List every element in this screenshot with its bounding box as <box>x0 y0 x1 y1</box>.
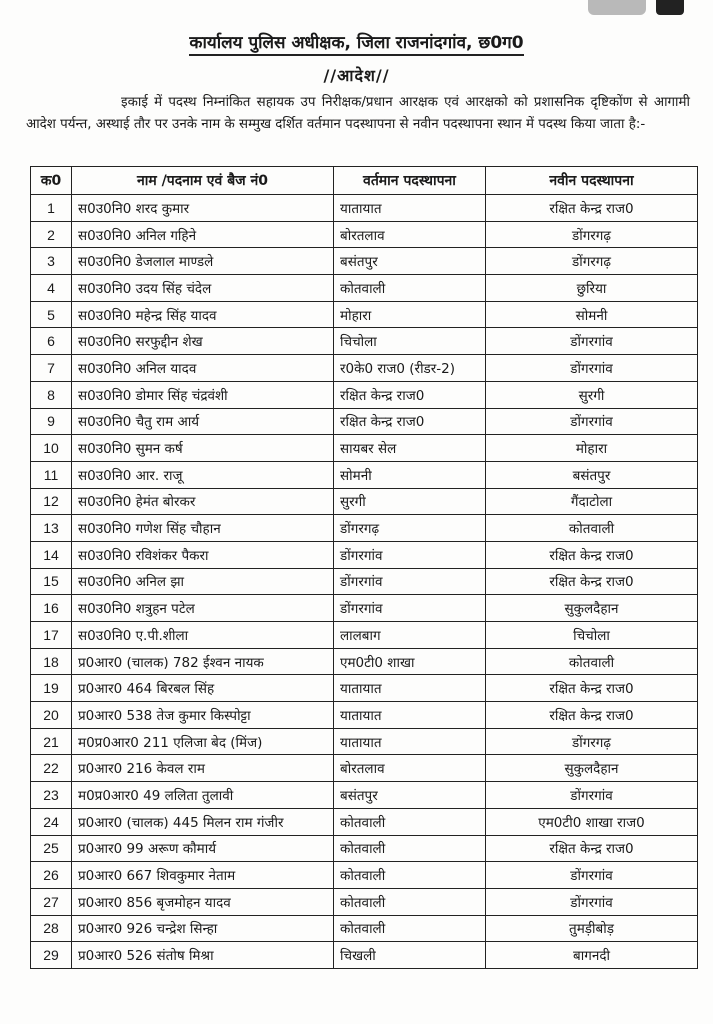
name-cell: स0उ0नि0 सरफुद्दीन शेख <box>72 328 334 355</box>
new-posting-cell: सुरगी <box>486 381 698 408</box>
current-posting-cell: यातायात <box>334 195 486 222</box>
current-posting-cell: सुरगी <box>334 488 486 515</box>
name-cell: स0उ0नि0 अनिल झा <box>72 568 334 595</box>
serial-cell: 27 <box>31 888 72 915</box>
current-posting-cell: डोंगरगांव <box>334 595 486 622</box>
name-cell: स0उ0नि0 ए.पी.शीला <box>72 622 334 649</box>
transfer-table <box>30 166 698 969</box>
serial-cell: 12 <box>31 488 72 515</box>
table-row <box>31 782 698 809</box>
new-posting-cell: मोहारा <box>486 435 698 462</box>
current-posting-cell: कोतवाली <box>334 888 486 915</box>
table-row <box>31 248 698 275</box>
current-posting-cell: कोतवाली <box>334 915 486 942</box>
table-row <box>31 915 698 942</box>
serial-cell: 3 <box>31 248 72 275</box>
name-cell: स0उ0नि0 हेमंत बोरकर <box>72 488 334 515</box>
name-cell: स0उ0नि0 डोमार सिंह चंद्रवंशी <box>72 381 334 408</box>
table-row <box>31 355 698 382</box>
current-posting-cell: कोतवाली <box>334 835 486 862</box>
current-posting-cell: र0के0 राज0 (रीडर-2) <box>334 355 486 382</box>
table-row <box>31 622 698 649</box>
office-title: कार्यालय पुलिस अधीक्षक, जिला राजनांदगांव, छ0ग0 <box>0 30 713 53</box>
serial-cell: 1 <box>31 195 72 222</box>
new-posting-cell: चिचोला <box>486 622 698 649</box>
table-row <box>31 301 698 328</box>
new-posting-cell: बसंतपुर <box>486 461 698 488</box>
serial-cell: 13 <box>31 515 72 542</box>
new-posting-cell: डोंगरगांव <box>486 328 698 355</box>
table-row <box>31 381 698 408</box>
serial-cell: 7 <box>31 355 72 382</box>
name-cell: स0उ0नि0 गणेश सिंह चौहान <box>72 515 334 542</box>
new-posting-cell: सुकुलदैहान <box>486 755 698 782</box>
table-row <box>31 728 698 755</box>
table-row <box>31 408 698 435</box>
col-new-posting: नवीन पदस्थापना <box>486 167 698 195</box>
current-posting-cell: सायबर सेल <box>334 435 486 462</box>
table-row <box>31 328 698 355</box>
new-posting-cell: रक्षित केन्द्र राज0 <box>486 835 698 862</box>
table-body <box>31 195 698 969</box>
new-posting-cell: छुरिया <box>486 275 698 302</box>
serial-cell: 18 <box>31 648 72 675</box>
current-posting-cell: यातायात <box>334 728 486 755</box>
order-paragraph: इकाई में पदस्थ निम्नांकित सहायक उप निरीक्षक/प्रधान आरक्षक एवं आरक्षको को प्रशासनिक दृष्टिकोंण से आगामी आदेश पर्यन्त, अस्थाई तौर पर उनके नाम के सम्मुख दर्शित वर्तमान पदस्थापना से नवीन पदस्थापना स्थान में पदस्थ किया जाता है:- <box>26 95 690 132</box>
current-posting-cell: डोंगरगांव <box>334 568 486 595</box>
name-cell: प्र0आर0 856 बृजमोहन यादव <box>72 888 334 915</box>
table-row <box>31 488 698 515</box>
serial-cell: 5 <box>31 301 72 328</box>
col-current-posting: वर्तमान पदस्थापना <box>334 167 486 195</box>
table-row <box>31 221 698 248</box>
new-posting-cell: डोंगरगढ़ <box>486 221 698 248</box>
new-posting-cell: कोतवाली <box>486 648 698 675</box>
serial-cell: 16 <box>31 595 72 622</box>
table-row <box>31 195 698 222</box>
table-header-row <box>31 167 698 195</box>
serial-cell: 20 <box>31 702 72 729</box>
table-row <box>31 755 698 782</box>
new-posting-cell: डोंगरगांव <box>486 408 698 435</box>
name-cell: स0उ0नि0 डेजलाल माण्डले <box>72 248 334 275</box>
table-row <box>31 862 698 889</box>
watermark-logo-right <box>656 0 684 15</box>
current-posting-cell: डोंगरगढ़ <box>334 515 486 542</box>
new-posting-cell: बागनदी <box>486 942 698 969</box>
table-row <box>31 461 698 488</box>
current-posting-cell: बोरतलाव <box>334 755 486 782</box>
new-posting-cell: रक्षित केन्द्र राज0 <box>486 675 698 702</box>
serial-cell: 21 <box>31 728 72 755</box>
new-posting-cell: रक्षित केन्द्र राज0 <box>486 541 698 568</box>
serial-cell: 22 <box>31 755 72 782</box>
serial-cell: 14 <box>31 541 72 568</box>
name-cell: स0उ0नि0 चैतु राम आर्य <box>72 408 334 435</box>
table-row <box>31 835 698 862</box>
current-posting-cell: सोमनी <box>334 461 486 488</box>
current-posting-cell: एम0टी0 शाखा <box>334 648 486 675</box>
serial-cell: 28 <box>31 915 72 942</box>
new-posting-cell: सुकुलदैहान <box>486 595 698 622</box>
name-cell: प्र0आर0 526 संतोष मिश्रा <box>72 942 334 969</box>
name-cell: प्र0आर0 926 चन्द्रेश सिन्हा <box>72 915 334 942</box>
name-cell: स0उ0नि0 अनिल गहिने <box>72 221 334 248</box>
current-posting-cell: यातायात <box>334 675 486 702</box>
name-cell: स0उ0नि0 शरद कुमार <box>72 195 334 222</box>
serial-cell: 17 <box>31 622 72 649</box>
new-posting-cell: डोंगरगढ़ <box>486 248 698 275</box>
new-posting-cell: रक्षित केन्द्र राज0 <box>486 568 698 595</box>
name-cell: स0उ0नि0 उदय सिंह चंदेल <box>72 275 334 302</box>
name-cell: प्र0आर0 99 अरूण कौमार्य <box>72 835 334 862</box>
watermark-logo <box>588 0 688 16</box>
serial-cell: 11 <box>31 461 72 488</box>
new-posting-cell: कोतवाली <box>486 515 698 542</box>
current-posting-cell: कोतवाली <box>334 275 486 302</box>
table-row <box>31 541 698 568</box>
name-cell: प्र0आर0 538 तेज कुमार किस्पोट्टा <box>72 702 334 729</box>
name-cell: स0उ0नि0 रविशंकर पैकरा <box>72 541 334 568</box>
name-cell: प्र0आर0 (चालक) 445 मिलन राम गंजीर <box>72 808 334 835</box>
new-posting-cell: तुमड़ीबोड़ <box>486 915 698 942</box>
name-cell: स0उ0नि0 शत्रुहन पटेल <box>72 595 334 622</box>
current-posting-cell: बोरतलाव <box>334 221 486 248</box>
serial-cell: 6 <box>31 328 72 355</box>
table-row <box>31 675 698 702</box>
serial-cell: 15 <box>31 568 72 595</box>
table-row <box>31 888 698 915</box>
name-cell: स0उ0नि0 अनिल यादव <box>72 355 334 382</box>
current-posting-cell: लालबाग <box>334 622 486 649</box>
new-posting-cell: डोंगरगांव <box>486 888 698 915</box>
table-row <box>31 515 698 542</box>
current-posting-cell: मोहारा <box>334 301 486 328</box>
serial-cell: 25 <box>31 835 72 862</box>
serial-cell: 23 <box>31 782 72 809</box>
name-cell: स0उ0नि0 महेन्द्र सिंह यादव <box>72 301 334 328</box>
table-row <box>31 275 698 302</box>
watermark-logo-left <box>588 0 646 15</box>
name-cell: प्र0आर0 216 केवल राम <box>72 755 334 782</box>
current-posting-cell: डोंगरगांव <box>334 541 486 568</box>
serial-cell: 29 <box>31 942 72 969</box>
table-row <box>31 595 698 622</box>
name-cell: स0उ0नि0 सुमन कर्ष <box>72 435 334 462</box>
name-cell: म0प्र0आर0 211 एलिजा बेद (मिंज) <box>72 728 334 755</box>
table-row <box>31 808 698 835</box>
new-posting-cell: डोंगरगांव <box>486 782 698 809</box>
current-posting-cell: बसंतपुर <box>334 782 486 809</box>
current-posting-cell: रक्षित केन्द्र राज0 <box>334 381 486 408</box>
table-row <box>31 648 698 675</box>
current-posting-cell: चिखली <box>334 942 486 969</box>
current-posting-cell: यातायात <box>334 702 486 729</box>
current-posting-cell: चिचोला <box>334 328 486 355</box>
name-cell: प्र0आर0 (चालक) 782 ईश्वन नायक <box>72 648 334 675</box>
order-heading: //आदेश// <box>323 66 390 85</box>
serial-cell: 4 <box>31 275 72 302</box>
serial-cell: 2 <box>31 221 72 248</box>
serial-cell: 9 <box>31 408 72 435</box>
current-posting-cell: कोतवाली <box>334 808 486 835</box>
serial-cell: 24 <box>31 808 72 835</box>
new-posting-cell: सोमनी <box>486 301 698 328</box>
table-row <box>31 568 698 595</box>
serial-cell: 19 <box>31 675 72 702</box>
new-posting-cell: एम0टी0 शाखा राज0 <box>486 808 698 835</box>
serial-cell: 8 <box>31 381 72 408</box>
name-cell: स0उ0नि0 आर. राजू <box>72 461 334 488</box>
serial-cell: 26 <box>31 862 72 889</box>
name-cell: प्र0आर0 464 बिरबल सिंह <box>72 675 334 702</box>
col-serial: क0 <box>31 167 72 195</box>
table-row <box>31 702 698 729</box>
name-cell: प्र0आर0 667 शिवकुमार नेताम <box>72 862 334 889</box>
current-posting-cell: रक्षित केन्द्र राज0 <box>334 408 486 435</box>
table-row <box>31 942 698 969</box>
current-posting-cell: कोतवाली <box>334 862 486 889</box>
new-posting-cell: रक्षित केन्द्र राज0 <box>486 195 698 222</box>
serial-cell: 10 <box>31 435 72 462</box>
current-posting-cell: बसंतपुर <box>334 248 486 275</box>
col-name: नाम /पदनाम एवं बैज नं0 <box>72 167 334 195</box>
table-row <box>31 435 698 462</box>
new-posting-cell: डोंगरगांव <box>486 862 698 889</box>
new-posting-cell: डोंगरगांव <box>486 355 698 382</box>
name-cell: म0प्र0आर0 49 ललिता तुलावी <box>72 782 334 809</box>
new-posting-cell: रक्षित केन्द्र राज0 <box>486 702 698 729</box>
new-posting-cell: डोंगरगढ़ <box>486 728 698 755</box>
new-posting-cell: गैंदाटोला <box>486 488 698 515</box>
